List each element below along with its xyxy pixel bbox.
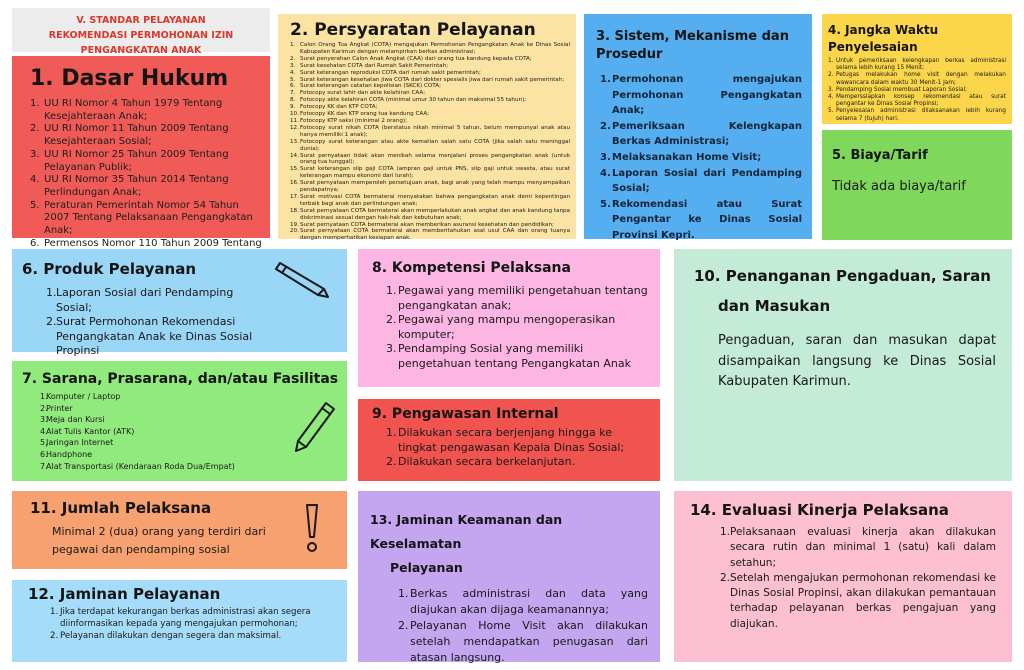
section-produk-pelayanan — [12, 249, 347, 357]
list-item — [372, 426, 652, 455]
item-number: 1. — [30, 98, 40, 109]
legal-basis-list — [24, 98, 262, 263]
list-item — [828, 108, 1006, 122]
section-text: Tidak ada biaya/tarif — [832, 179, 966, 194]
item-number: 1. — [46, 286, 57, 299]
item-text: Fotocopy surat keterangan atau akte kematian salah satu COTA (jika salah satu meninggal dunia); — [300, 138, 570, 152]
list-item — [596, 72, 802, 119]
item-text: Dilakukan secara berjenjang hingga ke tingkat pengawasan Kepala Dinas Sosial; — [398, 426, 625, 454]
section-title-line-2: Pelayanan — [390, 560, 463, 575]
item-number: 2. — [50, 631, 59, 641]
item-number: 18. — [290, 207, 299, 214]
item-number: 6. — [40, 449, 48, 459]
item-text: Surat kesehatan COTA dari Rumah Sakit Pemerintah; — [300, 62, 449, 69]
item-number: 7. — [290, 90, 296, 97]
section-title-line-2: dan Masukan — [718, 297, 831, 315]
item-number: 2. — [386, 313, 397, 326]
list-item — [24, 123, 262, 148]
item-text: Fotocopy surat lahir dan akte kelahiran CAA; — [300, 90, 426, 97]
list-item — [290, 70, 570, 77]
item-text: Surat pernyataan memperoleh persetujuan anak, bagi anak yang telah mampu menyampaikan pendapatnya; — [300, 180, 570, 194]
list-item — [372, 455, 652, 470]
guarantee-list — [28, 606, 341, 642]
item-text: Surat motivasi COTA bermaterai menyatakan bahwa pengangkatan anak demi kepentingan terbaik bagi anak dan perlindungan anak; — [300, 193, 570, 207]
item-number: 5. — [828, 108, 834, 115]
list-item — [28, 630, 341, 642]
item-text: Pelayanan Home Visit akan dilakukan setelah mendapatkan penugasan dari atasan langsung. — [410, 619, 648, 664]
list-item — [24, 149, 262, 174]
list-item — [290, 222, 570, 229]
item-text: Surat keterangan catatan kepolisian (SKCK) COTA; — [300, 83, 441, 90]
list-item — [290, 139, 570, 153]
list-item — [828, 72, 1006, 86]
item-number: 2. — [720, 571, 731, 584]
section-jaminan-pelayanan — [12, 580, 347, 662]
header-title: V. STANDAR PELAYANAN — [76, 15, 206, 26]
list-item — [290, 77, 570, 84]
list-item — [690, 525, 996, 571]
item-number: 9. — [290, 104, 296, 111]
item-number: 17. — [290, 193, 299, 200]
item-number: 1. — [290, 42, 296, 48]
item-text: Handphone — [46, 449, 93, 459]
item-number: 4. — [30, 174, 40, 186]
list-item — [372, 313, 652, 342]
item-text: Permensos Nomor 110 Tahun 2009 Tentang — [44, 237, 262, 249]
list-item — [290, 90, 570, 97]
item-text: Surat pernyataan COTA bermaterai akan memberitahukan asal usul CAA dan orang tuanya dengan memperhatikan kesiapan anak. — [300, 228, 570, 242]
item-text: Pelayanan dilakukan dengan segera dan maksimal. — [60, 631, 282, 641]
list-item — [290, 104, 570, 111]
item-number: 5. — [600, 198, 611, 210]
list-item — [372, 342, 652, 371]
item-number: 1. — [50, 607, 59, 617]
list-item — [24, 174, 262, 199]
item-text: Komputer / Laptop — [46, 392, 121, 401]
section-title: 4. Jangka Waktu Penyelesaian — [828, 23, 939, 54]
item-text: Penyelesaian administrasi dilaksanakan lebih kurang selama 7 (tujuh) hari. — [836, 108, 1006, 122]
section-text: Minimal 2 (dua) orang yang terdiri dari pegawai dan pendamping sosial — [52, 525, 266, 556]
item-number: 3. — [600, 151, 611, 163]
item-text: Alat Tulis Kantor (ATK) — [46, 426, 135, 436]
list-item — [22, 286, 262, 315]
supervision-list — [372, 426, 652, 470]
item-number: 16. — [290, 180, 299, 187]
list-item — [290, 63, 570, 70]
item-text: Meja dan Kursi — [46, 415, 105, 425]
section-title: 3. Sistem, Mekanisme dan Prosedur — [596, 29, 789, 62]
list-item — [290, 166, 570, 180]
section-sarana-prasarana — [12, 361, 347, 481]
section-title: 1. Dasar Hukum — [30, 66, 229, 91]
section-penanganan-pengaduan — [674, 249, 1012, 481]
item-text: Alat Transportasi (Kendaraan Roda Dua/Empat) — [46, 461, 235, 471]
item-text: Surat pernyataan COTA bermaterai akan memberikan asuransi kesehatan dan pendidikan; — [300, 221, 554, 228]
item-text: Surat pernyataan COTA bermaterai akan memperlakukan anak angkat dan anak kandung tanpa diskriminasi sesuai dengan hak-hak dan kebutuhan anak; — [300, 207, 570, 221]
item-number: 1. — [386, 426, 397, 439]
requirements-list — [290, 42, 570, 242]
section-evaluasi-kinerja — [674, 491, 1012, 662]
item-text: Berkas administrasi dan data yang diajukan akan dijaga keamanannya; — [410, 587, 648, 616]
item-text: UU RI Nomor 35 Tahun 2014 Tentang Perlindungan Anak; — [44, 174, 229, 198]
item-number: 5. — [40, 438, 48, 448]
item-text: Fotocopy KK dan KTP COTA; — [300, 104, 378, 111]
item-number: 3. — [40, 415, 48, 425]
section-title-line-1: 13. Jaminan Keamanan dan Keselamatan — [370, 512, 563, 551]
item-text: Fotocopy KTP saksi (minimal 2 orang); — [300, 117, 407, 124]
item-text: Calon Orang Tua Angkat (COTA) mengajukan Permohonan Pengangkatan Anak ke Dinas Sosial Kabupaten Karimun dengan melampirkan berkas administrasi; — [300, 42, 570, 55]
section-title — [370, 508, 648, 580]
evaluation-list — [690, 525, 996, 632]
section-title: 2. Persyaratan Pelayanan — [290, 20, 536, 40]
item-text: Fotocopy KK dan KTP orang tua kandung CAA; — [300, 111, 430, 118]
item-number: 4. — [828, 94, 834, 101]
item-text: Peraturan Pemerintah Nomor 54 Tahun 2007 Tentang Pelaksanaan Pengangkatan Anak; — [44, 199, 253, 237]
list-item — [372, 284, 652, 313]
list-item — [596, 150, 802, 166]
item-number: 8. — [290, 97, 296, 104]
list-item — [24, 98, 262, 123]
item-text: UU RI Nomor 25 Tahun 2009 Tentang Pelayanan Publik; — [44, 148, 229, 173]
item-number: 19. — [290, 221, 299, 228]
item-number: 1. — [40, 392, 48, 401]
item-number: 11. — [290, 117, 299, 124]
item-text: Jika terdapat kekurangan berkas administrasi akan segera diinformasikan kepada yang mengajukan permohonan; — [60, 607, 311, 629]
item-text: Setelah mengajukan permohonan rekomendasi ke Dinas Sosial Propinsi, akan dilakukan pemantauan terhadap pelayanan berkas pengajuan yang diajukan. — [730, 571, 996, 630]
item-number: 3. — [828, 86, 834, 93]
list-item — [828, 58, 1006, 72]
item-text: Pendamping Sosial yang memiliki pengetahuan tentang Pengangkatan Anak — [398, 342, 631, 370]
section-pengawasan-internal — [358, 399, 660, 481]
item-text: Pelaksanaan evaluasi kinerja akan dilakukan secara rutin dan minimal 1 (satu) kali dalam setahun; — [730, 526, 996, 569]
item-number: 10. — [290, 111, 299, 118]
item-number: 4. — [600, 167, 611, 179]
item-number: 3. — [30, 148, 40, 160]
product-list — [22, 286, 262, 359]
list-item — [290, 111, 570, 118]
exclamation-icon — [302, 501, 322, 557]
list-item — [370, 618, 648, 666]
item-number: 12. — [290, 124, 299, 131]
item-text: Memperssiapkan konsep rekomendasi atau surat pengantar ke Dinas Sosial Propinsi; — [836, 94, 1006, 108]
section-title: 11. Jumlah Pelaksana — [30, 499, 212, 517]
item-text: Untuk pemeriksaan kelengkapan berkas administrasi selama lebih kurang 15 Menit; — [836, 58, 1006, 72]
item-number: 3. — [290, 62, 296, 69]
item-number: 2. — [600, 120, 611, 132]
item-number: 5. — [290, 76, 296, 83]
section-kompetensi-pelaksana — [358, 249, 660, 387]
item-text: Pegawai yang memiliki pengetahuan tentang pengangkatan anak; — [398, 284, 648, 312]
item-number: 3. — [386, 342, 397, 355]
item-number: 6. — [30, 237, 40, 249]
list-item — [28, 606, 341, 630]
list-item — [290, 56, 570, 63]
section-title: 5. Biaya/Tarif — [832, 148, 928, 163]
list-item — [290, 97, 570, 104]
section-title: 7. Sarana, Prasarana, dan/atau Fasilitas — [22, 371, 339, 387]
item-text: Pegawai yang mampu mengoperasikan komputer; — [398, 313, 616, 341]
item-text: Petugas melakukan home visit dengan melakukan wawancara dalam waktu 30 Menit-1 Jam; — [836, 72, 1006, 86]
item-text: Surat penyerahan Calon Anak Angkat (CAA) dari orang tua kandung kepada COTA; — [300, 55, 532, 62]
item-text: Printer — [46, 403, 73, 413]
item-number: 2. — [40, 403, 48, 413]
section-title — [694, 261, 996, 321]
section-text: Pengaduan, saran dan masukan dapat disampaikan langsung ke Dinas Sosial Kabupaten Karimun. — [718, 333, 996, 389]
header-subtitle: REKOMENDASI PERMOHONAN IZIN PENGANGKATAN ANAK — [48, 30, 234, 56]
item-number: 2. — [46, 315, 57, 328]
item-text: Melaksanakan Home Visit; — [612, 151, 762, 163]
list-item — [596, 197, 802, 244]
item-number: 1. — [828, 58, 834, 64]
list-item — [828, 94, 1006, 108]
section-title-line-1: 10. Penanganan Pengaduan, Saran — [694, 267, 991, 285]
section-title: 12. Jaminan Pelayanan — [28, 585, 221, 603]
list-item — [596, 119, 802, 150]
item-text: Permohonan mengajukan Permohonan Pengangkatan Anak; — [612, 74, 802, 117]
item-number: 2. — [386, 455, 397, 468]
item-text: Pemeriksaan Kelengkapan Berkas Administrasi; — [612, 120, 802, 148]
document-header — [12, 8, 270, 56]
section-biaya-tarif — [822, 130, 1012, 240]
list-item — [22, 461, 341, 473]
item-text: Fotocopy surat nikah COTA (berstatus nikah minimal 5 tahun, belum mempunyai anak atau hanya memiliki 1 anak); — [300, 124, 570, 138]
item-text: Fotocopy akte kelahiran COTA (minimal umur 30 tahun dan maksimal 55 tahun); — [300, 97, 527, 104]
list-item — [290, 228, 570, 242]
item-number: 4. — [290, 69, 296, 76]
list-item — [828, 87, 1006, 94]
pen-icon — [274, 257, 332, 301]
item-text: Surat Permohonan Rekomendasi Pengangkatan Anak ke Dinas Sosial Propinsi — [56, 315, 253, 357]
section-title: 6. Produk Pelayanan — [22, 260, 197, 278]
item-text: Surat keterangan reproduksi COTA dari rumah sakit pemerintah; — [300, 69, 481, 76]
item-text: Surat keterangan slip gaji COTA (ampran gaji untuk PNS, slip gaji untuk swasta, atau surat keterangan mampu ekonomi dari lurah); — [300, 166, 570, 180]
item-number: 2. — [290, 55, 296, 62]
item-text: Surat pernyataan tidak akan menikah selama menjalani proses pengangkatan anak (untuk orang tua tunggal); — [300, 152, 570, 166]
section-sistem-mekanisme — [584, 14, 812, 239]
item-text: Pendamping Sosial membuat Laporan Sosial; — [836, 86, 968, 93]
item-number: 2. — [398, 619, 409, 632]
section-dasar-hukum — [12, 56, 270, 249]
item-number: 15. — [290, 166, 299, 173]
list-item — [290, 180, 570, 194]
item-number: 1. — [398, 587, 409, 600]
item-number: 14. — [290, 152, 299, 159]
list-item — [24, 200, 262, 238]
procedure-list — [596, 72, 802, 244]
list-item — [290, 208, 570, 222]
pencil-icon — [292, 399, 338, 455]
list-item — [290, 125, 570, 139]
item-text: Surat keterangan kesehatan jiwa COTA dari dokter spesialis jiwa dari rumah sakit pemerintah; — [300, 76, 565, 83]
competency-list — [372, 284, 652, 371]
section-jangka-waktu — [822, 14, 1012, 124]
section-title: 14. Evaluasi Kinerja Pelaksana — [690, 501, 949, 519]
section-persyaratan — [278, 14, 576, 242]
item-number: 13. — [290, 138, 299, 145]
item-number: 6. — [290, 83, 296, 90]
timeline-list — [828, 58, 1006, 123]
item-number: 20. — [290, 228, 299, 235]
item-text: UU RI Nomor 11 Tahun 2009 Tentang Kesejahteraan Sosial; — [44, 123, 229, 148]
item-number: 4. — [40, 426, 48, 436]
item-number: 2. — [828, 72, 834, 79]
item-text: Rekomendasi atau Surat Pengantar ke Dinas Sosial Provinsi Kepri. — [612, 198, 802, 241]
item-number: 7. — [40, 461, 48, 471]
list-item — [290, 153, 570, 167]
item-text: UU RI Nomor 4 Tahun 1979 Tentang Kesejahteraan Anak; — [44, 98, 223, 122]
item-number: 1. — [600, 74, 611, 85]
item-number: 5. — [30, 199, 40, 211]
item-text: Laporan Sosial dari Pendamping Sosial; — [612, 167, 802, 195]
list-item — [596, 166, 802, 197]
list-item — [290, 194, 570, 208]
item-number: 1. — [386, 284, 397, 297]
list-item — [370, 586, 648, 618]
section-title: 9. Pengawasan Internal — [372, 406, 559, 422]
item-text: Laporan Sosial dari Pendamping Sosial; — [56, 286, 234, 314]
section-jumlah-pelaksana — [12, 491, 347, 569]
list-item — [690, 571, 996, 632]
item-number: 1. — [720, 526, 731, 538]
section-jaminan-keamanan — [358, 491, 660, 662]
safety-list — [370, 586, 648, 666]
section-title: 8. Kompetensi Pelaksana — [372, 260, 571, 276]
list-item — [22, 315, 262, 359]
list-item — [290, 118, 570, 125]
list-item — [290, 42, 570, 56]
item-text: Dilakukan secara berkelanjutan. — [398, 455, 576, 468]
item-number: 2. — [30, 123, 40, 135]
list-item — [290, 83, 570, 90]
item-text: Jaringan Internet — [46, 438, 114, 448]
